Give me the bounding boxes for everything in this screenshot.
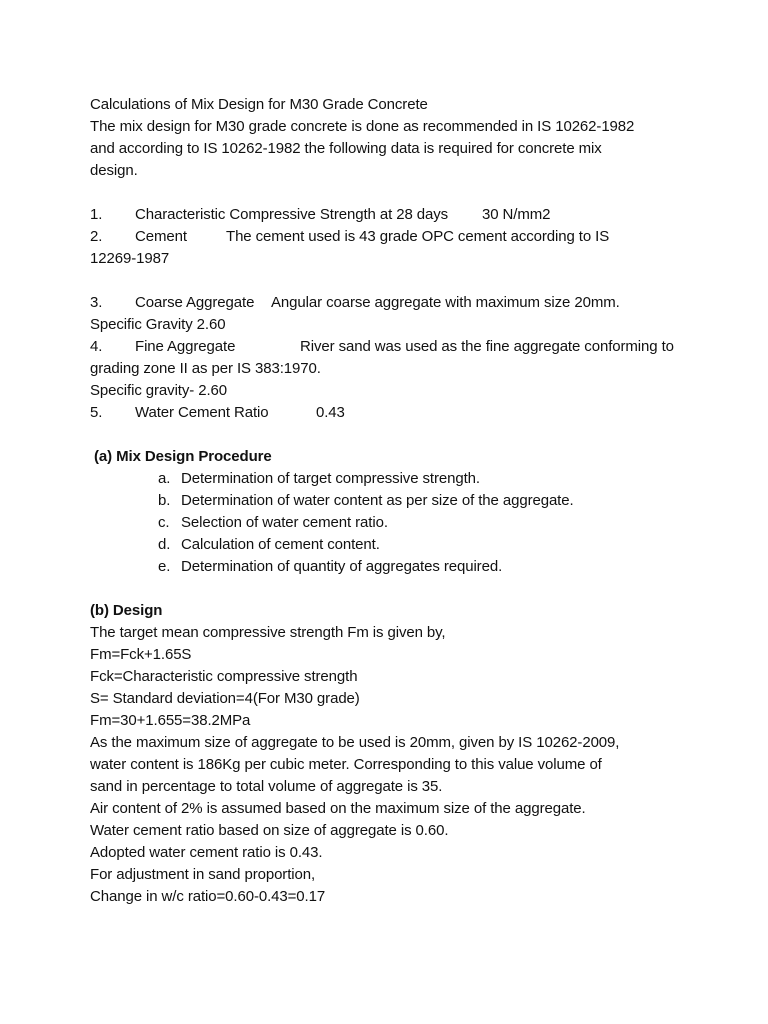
design-line: Fck=Characteristic compressive strength (90, 668, 358, 685)
data-item-2 (90, 226, 730, 248)
data-item-1 (90, 204, 730, 226)
item-number: 4. (90, 338, 103, 355)
document-page (90, 94, 730, 908)
item-continuation: Specific gravity- 2.60 (90, 382, 228, 399)
item-label: Coarse Aggregate (135, 294, 255, 311)
item-label: Characteristic Compressive Strength at 28 days (135, 206, 449, 223)
document-title: Calculations of Mix Design for M30 Grade Concrete (90, 96, 428, 113)
item-continuation: 12269-1987 (90, 250, 170, 267)
data-item-3 (90, 292, 730, 314)
data-item-4 (90, 336, 730, 358)
list-item-text: Calculation of cement content. (181, 536, 380, 553)
design-heading: (b) Design (90, 602, 163, 619)
list-item (90, 490, 730, 512)
list-item (90, 556, 730, 578)
item-value: 0.43 (316, 404, 345, 421)
item-continuation: Specific Gravity 2.60 (90, 316, 226, 333)
list-item-text: Selection of water cement ratio. (181, 514, 388, 531)
list-item (90, 512, 730, 534)
item-number: 1. (90, 206, 103, 223)
design-line: Water cement ratio based on size of aggregate is 0.60. (90, 822, 449, 839)
data-item-5 (90, 402, 730, 424)
list-marker: a. (158, 470, 171, 487)
list-item (90, 468, 730, 490)
design-line: sand in percentage to total volume of aggregate is 35. (90, 778, 443, 795)
intro-line: and according to IS 10262-1982 the following data is required for concrete mix (90, 140, 602, 157)
intro-line: design. (90, 162, 138, 179)
item-value: Angular coarse aggregate with maximum size 20mm. (271, 294, 620, 311)
list-marker: e. (158, 558, 171, 575)
design-line: water content is 186Kg per cubic meter. Corresponding to this value volume of (90, 756, 602, 773)
item-value: River sand was used as the fine aggregate conforming to (300, 338, 674, 355)
design-line: Fm=Fck+1.65S (90, 646, 192, 663)
list-item-text: Determination of water content as per size of the aggregate. (181, 492, 574, 509)
design-line: S= Standard deviation=4(For M30 grade) (90, 690, 360, 707)
list-marker: d. (158, 536, 171, 553)
design-line: Air content of 2% is assumed based on the maximum size of the aggregate. (90, 800, 586, 817)
intro-line: The mix design for M30 grade concrete is done as recommended in IS 10262-1982 (90, 118, 635, 135)
list-marker: b. (158, 492, 171, 509)
item-number: 2. (90, 228, 103, 245)
item-number: 3. (90, 294, 103, 311)
spacer (90, 424, 730, 446)
list-item-text: Determination of target compressive strength. (181, 470, 480, 487)
item-number: 5. (90, 404, 103, 421)
spacer (90, 182, 730, 204)
spacer (90, 270, 730, 292)
list-item-text: Determination of quantity of aggregates required. (181, 558, 503, 575)
list-item (90, 534, 730, 556)
item-value: The cement used is 43 grade OPC cement according to IS (226, 228, 610, 245)
procedure-heading: (a) Mix Design Procedure (94, 448, 272, 465)
item-label: Cement (135, 228, 187, 245)
procedure-list (90, 468, 730, 578)
spacer (90, 578, 730, 600)
design-line: As the maximum size of aggregate to be used is 20mm, given by IS 10262-2009, (90, 734, 620, 751)
design-line: Adopted water cement ratio is 0.43. (90, 844, 323, 861)
item-value: 30 N/mm2 (482, 206, 551, 223)
design-line: Fm=30+1.655=38.2MPa (90, 712, 251, 729)
design-line: For adjustment in sand proportion, (90, 866, 316, 883)
item-label: Fine Aggregate (135, 338, 236, 355)
design-line: Change in w/c ratio=0.60-0.43=0.17 (90, 888, 326, 905)
item-label: Water Cement Ratio (135, 404, 269, 421)
item-continuation: grading zone II as per IS 383:1970. (90, 360, 321, 377)
list-marker: c. (158, 514, 170, 531)
design-line: The target mean compressive strength Fm is given by, (90, 624, 446, 641)
